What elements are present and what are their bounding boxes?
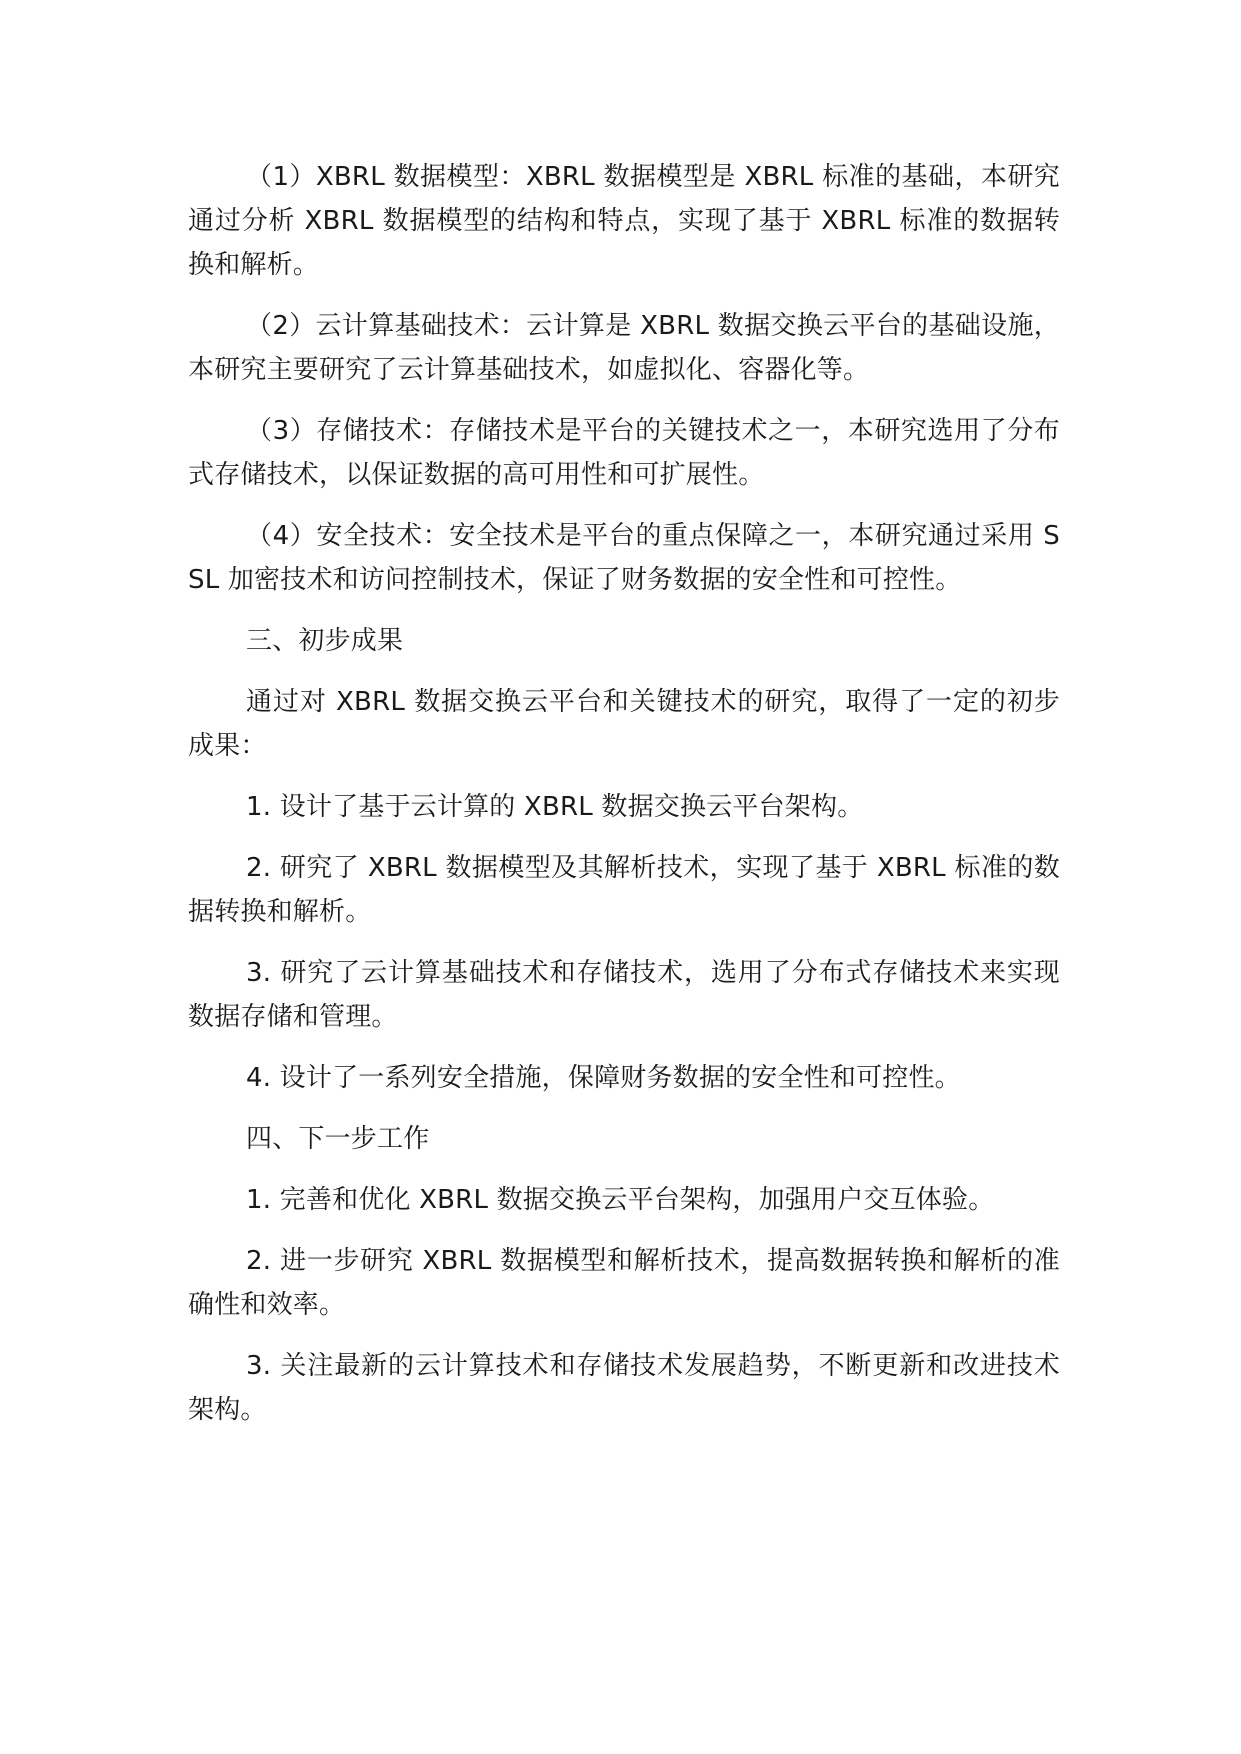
section-heading-preliminary-results: 三、初步成果 [246,626,404,656]
paragraph-cloud-computing: （2）云计算基础技术：云计算是 XBRL 数据交换云平台的基础设施，本研究主要研究了云计算基础技术，如虚拟化、容器化等。 [188,311,1060,385]
result-item-3: 3. 研究了云计算基础技术和存储技术，选用了分布式存储技术来实现数据存储和管理。 [188,958,1060,1032]
paragraph-xbrl-data-model: （1）XBRL 数据模型：XBRL 数据模型是 XBRL 标准的基础，本研究通过分析 XBRL 数据模型的结构和特点，实现了基于 XBRL 标准的数据转换和解析。 [188,162,1060,280]
paragraph-storage-tech: （3）存储技术：存储技术是平台的关键技术之一，本研究选用了分布式存储技术，以保证数据的高可用性和可扩展性。 [188,416,1060,490]
next-step-item-1: 1. 完善和优化 XBRL 数据交换云平台架构，加强用户交互体验。 [246,1185,995,1215]
paragraph-security-tech: （4）安全技术：安全技术是平台的重点保障之一，本研究通过采用 SSL 加密技术和访问控制技术，保证了财务数据的安全性和可控性。 [188,521,1060,595]
paragraph-results-intro: 通过对 XBRL 数据交换云平台和关键技术的研究，取得了一定的初步成果： [188,687,1060,761]
section-heading-next-steps: 四、下一步工作 [246,1124,430,1154]
document-page [188,155,1060,1449]
result-item-2: 2. 研究了 XBRL 数据模型及其解析技术，实现了基于 XBRL 标准的数据转换和解析。 [188,853,1060,927]
result-item-4: 4. 设计了一系列安全措施，保障财务数据的安全性和可控性。 [246,1063,961,1093]
next-step-item-3: 3. 关注最新的云计算技术和存储技术发展趋势，不断更新和改进技术架构。 [188,1351,1060,1425]
result-item-1: 1. 设计了基于云计算的 XBRL 数据交换云平台架构。 [246,792,864,822]
next-step-item-2: 2. 进一步研究 XBRL 数据模型和解析技术，提高数据转换和解析的准确性和效率。 [188,1246,1060,1320]
